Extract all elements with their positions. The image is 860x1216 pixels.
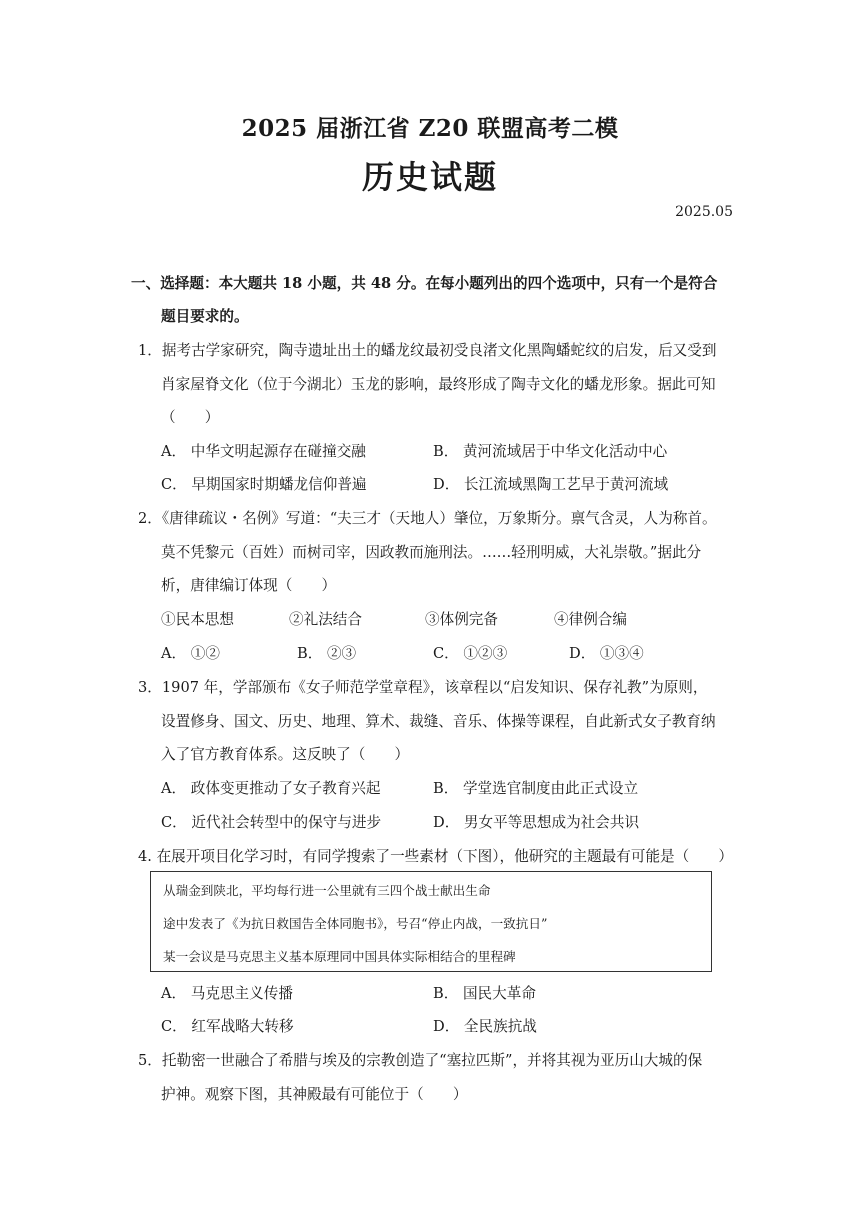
material-line: 途中发表了《为抗日救国告全体同胞书》，号召“停止内战，一致抗日” xyxy=(163,916,548,931)
option-d: D． 全民族抗战 xyxy=(433,1018,537,1035)
option-b: B． ②③ xyxy=(297,645,357,662)
option-b: B． 黄河流域居于中华文化活动中心 xyxy=(433,443,668,460)
question-stem-line: 肖家屋脊文化（位于今湖北）玉龙的影响，最终形成了陶寺文化的蟠龙形象。据此可知 xyxy=(161,376,716,393)
option-a: A． 政体变更推动了女子教育兴起 xyxy=(161,780,381,797)
option-b: B． 学堂选官制度由此正式设立 xyxy=(433,780,639,797)
question-stem-line: 5．托勒密一世融合了希腊与埃及的宗教创造了“塞拉匹斯”，并将其视为亚历山大城的保 xyxy=(138,1052,703,1069)
option-d: D． 长江流域黑陶工艺早于黄河流域 xyxy=(433,476,669,493)
statement-item: ②礼法结合 xyxy=(289,611,362,628)
option-a: A． 中华文明起源存在碰撞交融 xyxy=(161,443,366,460)
option-c: C． 红军战略大转移 xyxy=(161,1018,294,1035)
question-stem-line: 设置修身、国文、历史、地理、算术、裁缝、音乐、体操等课程，自此新式女子教育纳 xyxy=(161,713,716,730)
question-stem-line: 护神。观察下图，其神殿最有可能位于（ ） xyxy=(161,1086,468,1103)
statement-item: ①民本思想 xyxy=(161,611,234,628)
question-stem-line: 4. 在展开项目化学习时，有同学搜索了一些素材（下图），他研究的主题最有可能是（ ） xyxy=(138,848,734,865)
question-stem-line: 入了官方教育体系。这反映了（ ） xyxy=(161,746,410,763)
option-a: A． ①② xyxy=(161,645,220,662)
section-heading: 一、选择题：本大题共 18 小题，共 48 分。在每小题列出的四个选项中，只有一个是符合 xyxy=(131,275,718,292)
question-stem-line: 1．据考古学家研究，陶寺遗址出土的蟠龙纹最初受良渚文化黑陶蟠蛇纹的启发，后又受到 xyxy=(138,342,717,359)
question-stem-line: 莫不凭黎元（百姓）而树司宰，因政教而施刑法。……轻刑明威，大礼崇敬。”据此分 xyxy=(161,544,702,561)
material-box xyxy=(150,871,712,972)
option-c: C． 近代社会转型中的保守与进步 xyxy=(161,814,382,831)
option-d: D． ①③④ xyxy=(569,645,644,662)
question-stem-line: （ ） xyxy=(161,409,220,426)
question-stem-line: 析，唐律编订体现（ ） xyxy=(161,577,337,594)
material-line: 某一会议是马克思主义基本原理同中国具体实际相结合的里程碑 xyxy=(163,949,516,964)
statement-item: ③体例完备 xyxy=(425,611,498,628)
question-stem-line: 3．1907 年，学部颁布《女子师范学堂章程》，该章程以“启发知识、保存礼教”为原则， xyxy=(138,679,708,696)
option-c: C． ①②③ xyxy=(433,645,508,662)
exam-title-line1: 2025 届浙江省 Z20 联盟高考二模 xyxy=(241,115,619,142)
exam-date: 2025.05 xyxy=(675,204,733,220)
exam-title-subject: 历史试题 xyxy=(361,158,498,196)
option-b: B． 国民大革命 xyxy=(433,985,536,1002)
question-stem-line: 2．《唐律疏议・名例》写道：“夫三才（天地人）肇位，万象斯分。禀气含灵，人为称首。 xyxy=(138,510,717,527)
statement-item: ④律例合编 xyxy=(554,611,627,628)
option-a: A． 马克思主义传播 xyxy=(161,985,293,1002)
option-d: D． 男女平等思想成为社会共识 xyxy=(433,814,640,831)
section-heading-cont: 题目要求的。 xyxy=(161,308,249,325)
material-line: 从瑞金到陕北，平均每行进一公里就有三四个战士献出生命 xyxy=(163,883,491,898)
option-c: C． 早期国家时期蟠龙信仰普遍 xyxy=(161,476,367,493)
